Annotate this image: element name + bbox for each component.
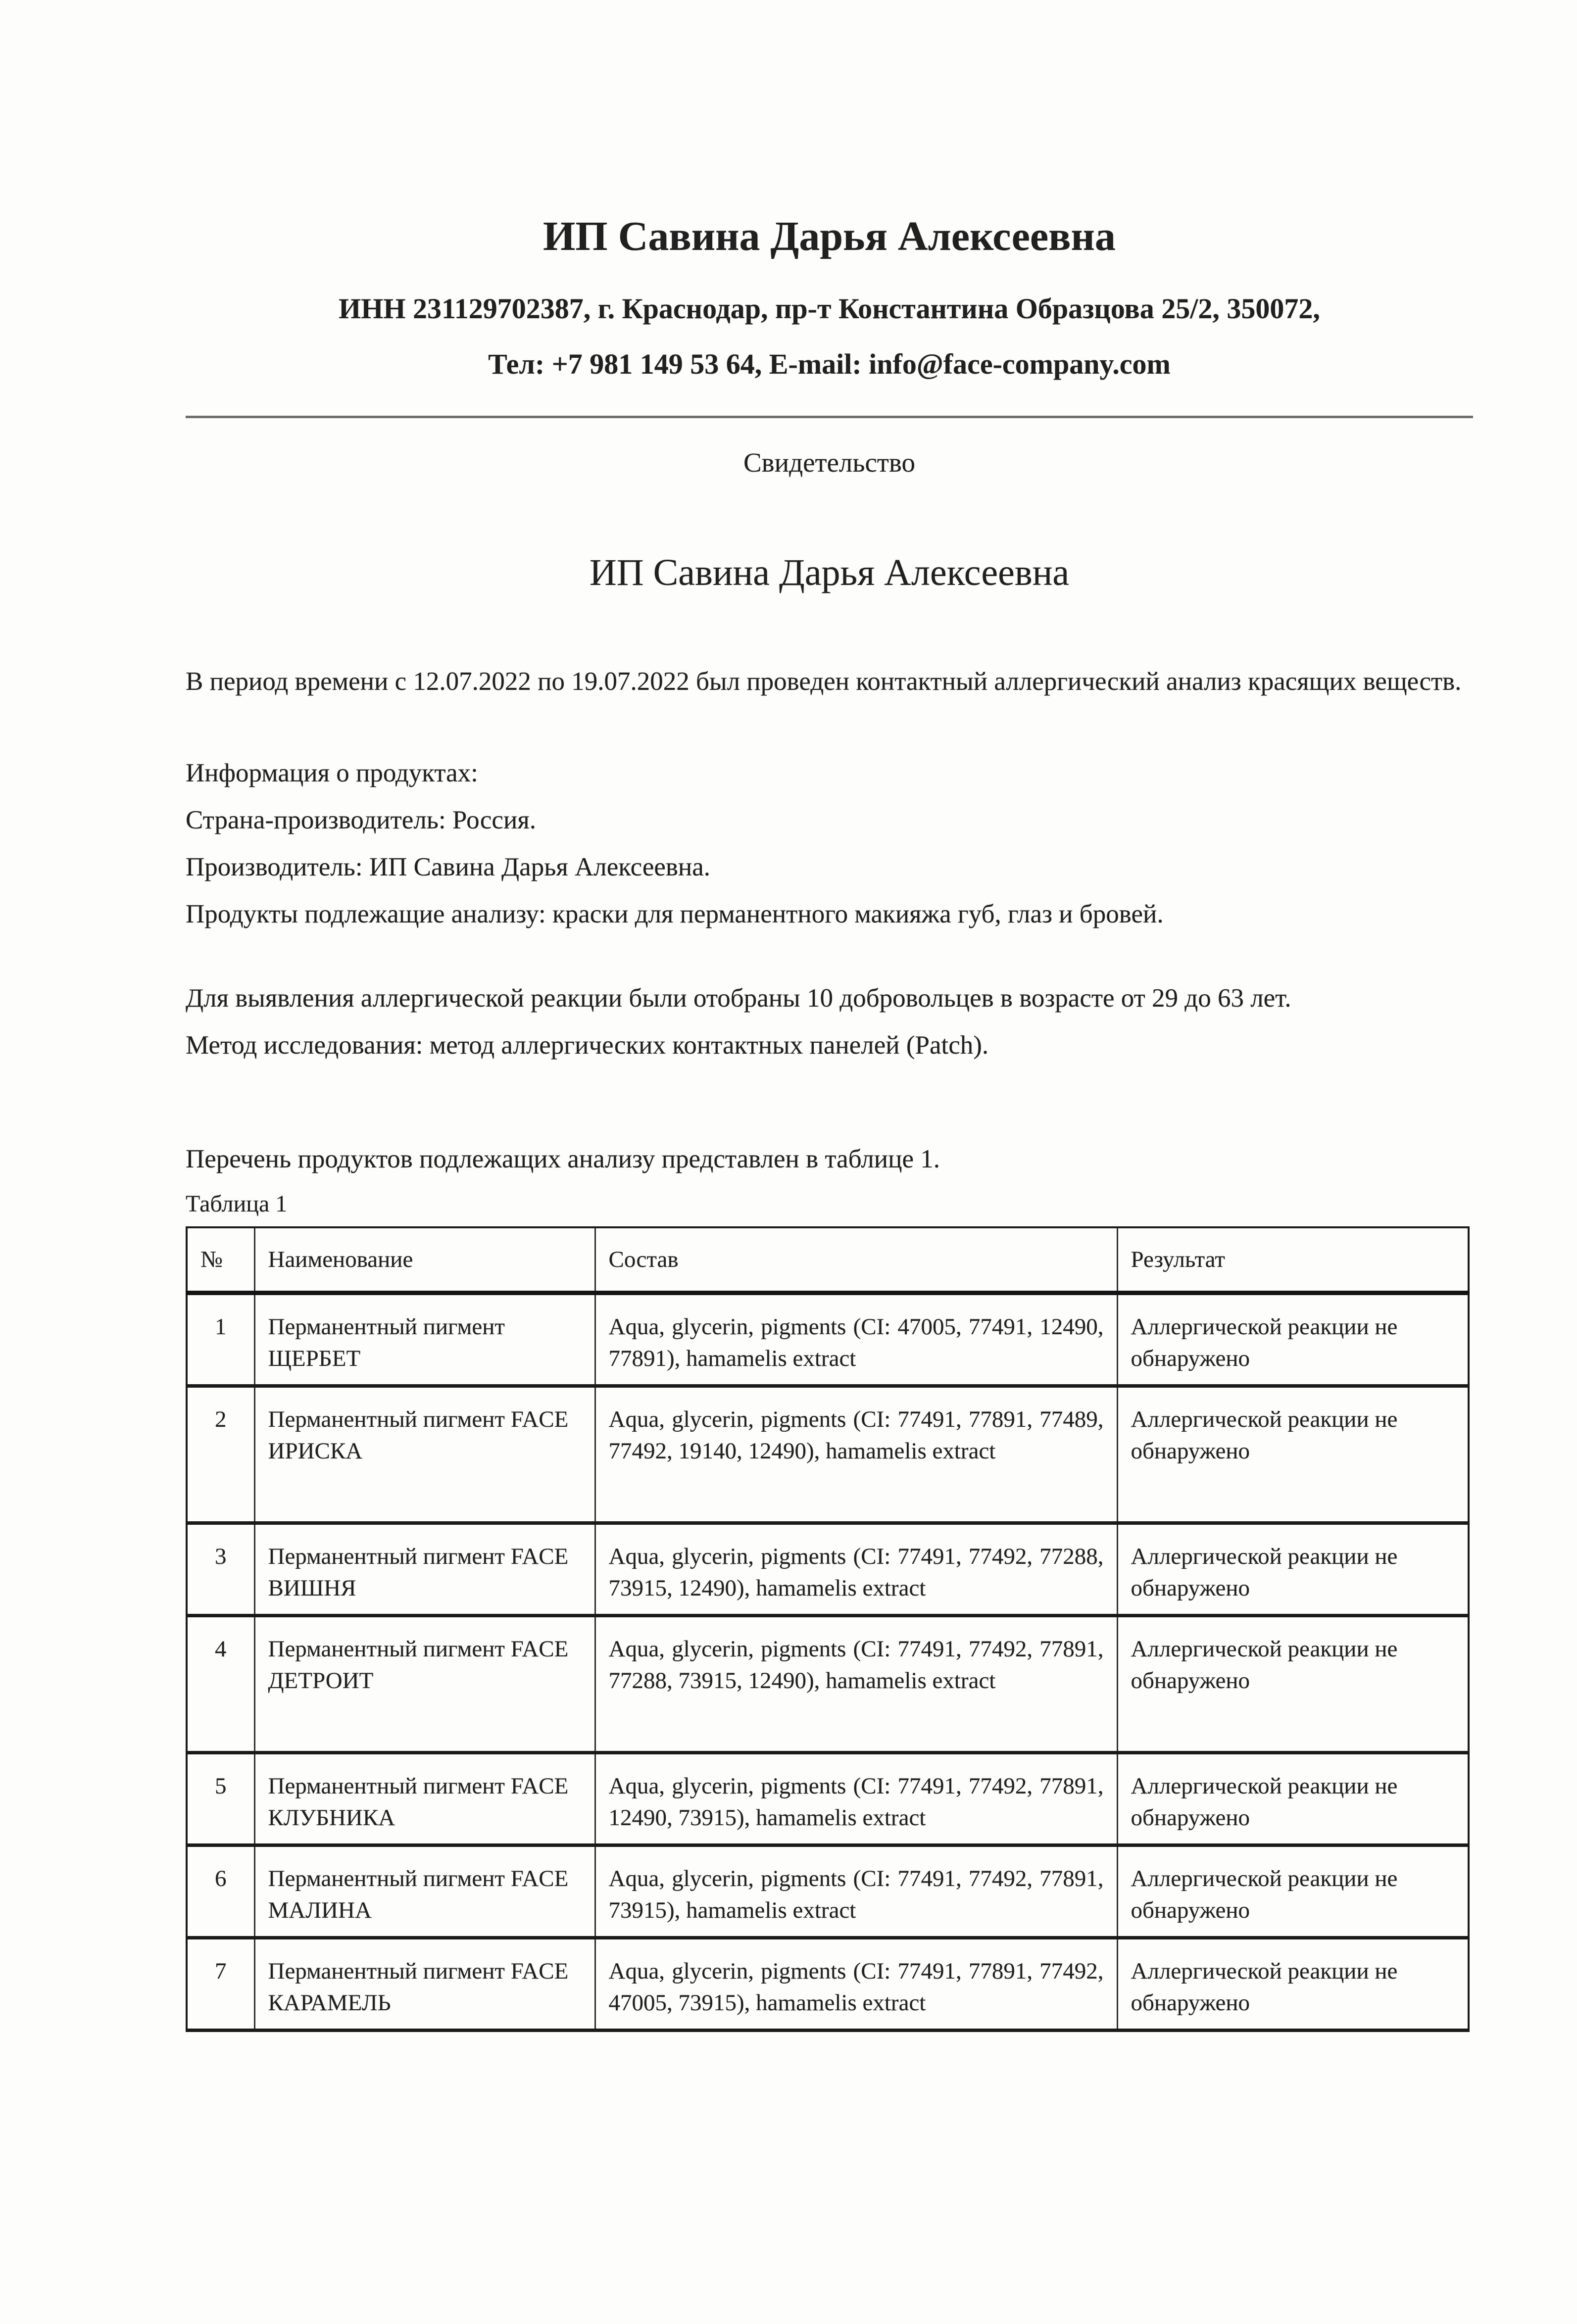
result-cell: Аллергической реакции не обнаружено bbox=[1117, 1937, 1469, 2030]
table-row bbox=[187, 1523, 1469, 1615]
table-header-name: Наименование bbox=[254, 1227, 595, 1293]
table-row bbox=[187, 1752, 1469, 1845]
result-cell: Аллергической реакции не обнаружено bbox=[1117, 1386, 1469, 1523]
volunteers-paragraph: Для выявления аллергической реакции были отобраны 10 добровольцев в возрасте от 29 до 63 лет. bbox=[186, 984, 1291, 1013]
composition-cell: Aqua, glycerin, pigments (CI: 77491, 77492, 77891, 77288, 73915, 12490), hamamelis extract bbox=[595, 1615, 1117, 1752]
product-name-cell: Перманентный пигмент FACE КЛУБНИКА bbox=[254, 1752, 595, 1845]
table-header-number: № bbox=[187, 1227, 254, 1293]
products-table-body bbox=[187, 1293, 1469, 2030]
header-contacts bbox=[186, 281, 1473, 392]
products-info-heading: Информация о продуктах: bbox=[186, 759, 478, 787]
table-row bbox=[187, 1845, 1469, 1937]
document-title: ИП Савина Дарья Алексеевна bbox=[589, 552, 1070, 593]
table-header-result: Результат bbox=[1117, 1227, 1469, 1293]
product-name-cell: Перманентный пигмент FACE КАРАМЕЛЬ bbox=[254, 1937, 595, 2030]
product-country-line: Страна-производитель: Россия. bbox=[186, 806, 536, 834]
header-company-name: ИП Савина Дарья Алексеевна bbox=[543, 213, 1116, 259]
row-number-cell: 2 bbox=[187, 1386, 254, 1523]
row-number-cell: 1 bbox=[187, 1293, 254, 1386]
method-paragraph: Метод исследования: метод аллергических контактных панелей (Patch). bbox=[186, 1031, 989, 1060]
composition-cell: Aqua, glycerin, pigments (CI: 77491, 77492, 77891, 73915), hamamelis extract bbox=[595, 1845, 1117, 1937]
row-number-cell: 5 bbox=[187, 1752, 254, 1845]
products-table-head bbox=[187, 1227, 1469, 1293]
composition-cell: Aqua, glycerin, pigments (CI: 47005, 77491, 12490, 77891), hamamelis extract bbox=[595, 1293, 1117, 1386]
composition-cell: Aqua, glycerin, pigments (CI: 77491, 77891, 77489, 77492, 19140, 12490), hamamelis extract bbox=[595, 1386, 1117, 1523]
result-cell: Аллергической реакции не обнаружено bbox=[1117, 1293, 1469, 1386]
composition-cell: Aqua, glycerin, pigments (CI: 77491, 77492, 77891, 12490, 73915), hamamelis extract bbox=[595, 1752, 1117, 1845]
header-contact-line-2: Тел: +7 981 149 53 64, E-mail: info@face-company.com bbox=[488, 348, 1171, 380]
table-header-row bbox=[187, 1227, 1469, 1293]
row-number-cell: 4 bbox=[187, 1615, 254, 1752]
product-name-cell: Перманентный пигмент ЩЕРБЕТ bbox=[254, 1293, 595, 1386]
product-scope-line: Продукты подлежащие анализу: краски для перманентного макияжа губ, глаз и бровей. bbox=[186, 900, 1164, 928]
product-manufacturer-line: Производитель: ИП Савина Дарья Алексеевна. bbox=[186, 853, 711, 881]
table-row bbox=[187, 1937, 1469, 2030]
table-caption: Таблица 1 bbox=[186, 1191, 288, 1217]
row-number-cell: 3 bbox=[187, 1523, 254, 1615]
table-row bbox=[187, 1615, 1469, 1752]
table-intro-paragraph: Перечень продуктов подлежащих анализу представлен в таблице 1. bbox=[186, 1145, 940, 1173]
composition-cell: Aqua, glycerin, pigments (CI: 77491, 77891, 77492, 47005, 73915), hamamelis extract bbox=[595, 1937, 1117, 2030]
table-row bbox=[187, 1293, 1469, 1386]
product-name-cell: Перманентный пигмент FACE ВИШНЯ bbox=[254, 1523, 595, 1615]
header-divider bbox=[186, 416, 1473, 418]
row-number-cell: 6 bbox=[187, 1845, 254, 1937]
product-name-cell: Перманентный пигмент FACE МАЛИНА bbox=[254, 1845, 595, 1937]
table-header-composition: Состав bbox=[595, 1227, 1117, 1293]
product-name-cell: Перманентный пигмент FACE ИРИСКА bbox=[254, 1386, 595, 1523]
intro-paragraph: В период времени с 12.07.2022 по 19.07.2022 был проведен контактный аллергический анализ красящих веществ. bbox=[186, 667, 1462, 696]
result-cell: Аллергической реакции не обнаружено bbox=[1117, 1615, 1469, 1752]
result-cell: Аллергической реакции не обнаружено bbox=[1117, 1523, 1469, 1615]
header-contact-line-1: ИНН 231129702387, г. Краснодар, пр-т Константина Образцова 25/2, 350072, bbox=[339, 292, 1320, 325]
composition-cell: Aqua, glycerin, pigments (CI: 77491, 77492, 77288, 73915, 12490), hamamelis extract bbox=[595, 1523, 1117, 1615]
table-row bbox=[187, 1386, 1469, 1523]
products-table bbox=[186, 1226, 1470, 2032]
product-name-cell: Перманентный пигмент FACE ДЕТРОИТ bbox=[254, 1615, 595, 1752]
certificate-label: Свидетельство bbox=[743, 447, 915, 478]
row-number-cell: 7 bbox=[187, 1937, 254, 2030]
result-cell: Аллергической реакции не обнаружено bbox=[1117, 1752, 1469, 1845]
result-cell: Аллергической реакции не обнаружено bbox=[1117, 1845, 1469, 1937]
